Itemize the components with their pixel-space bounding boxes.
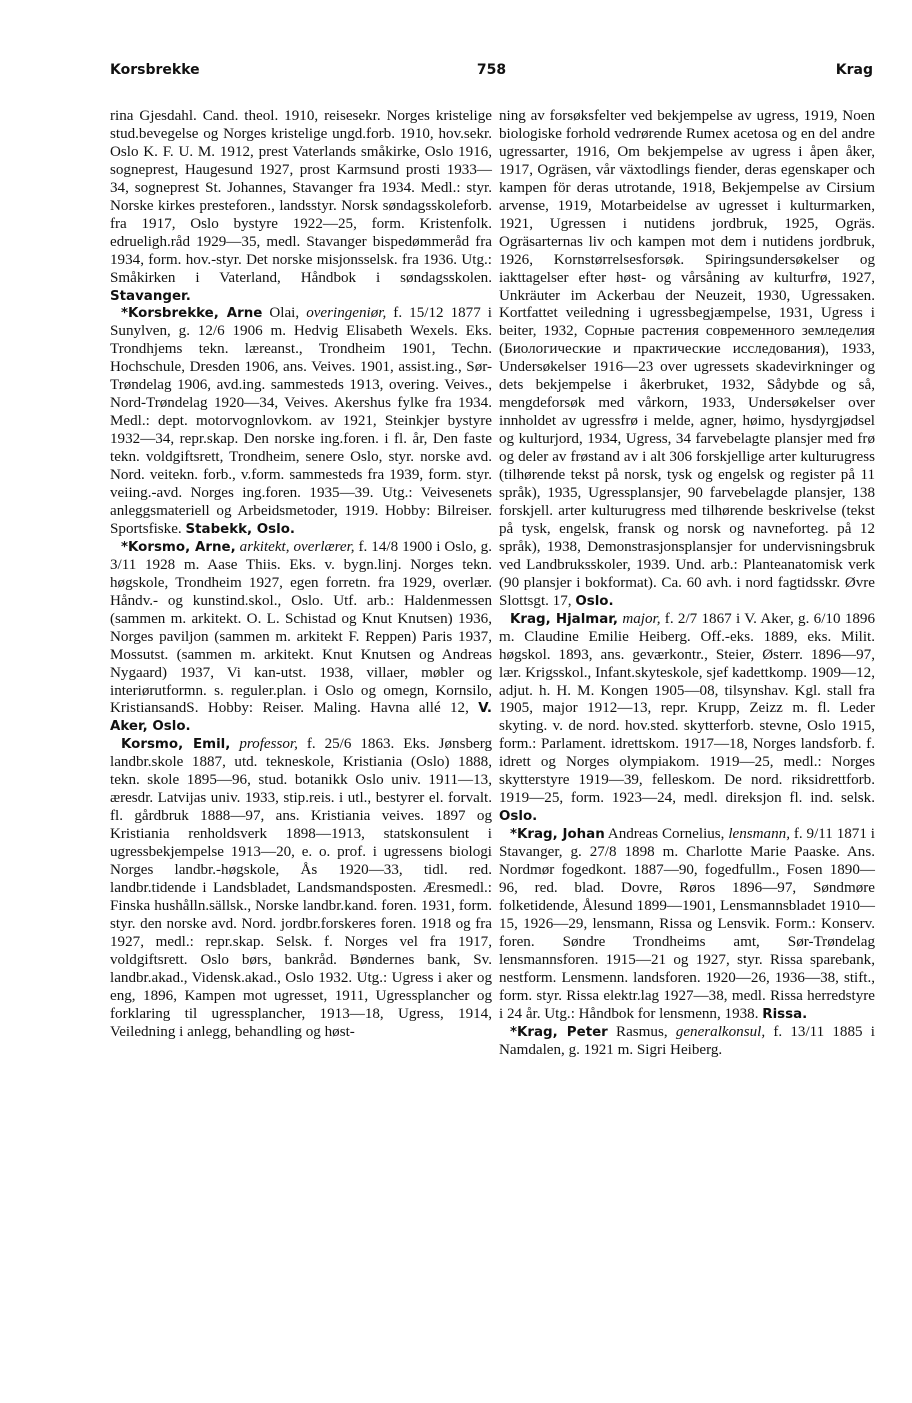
entry-text: ning av forsøksfelter ved bekjempelse av ugress, 1919, Noen biologiske forhold vedrørende Rumex acetosa og en del andre ugressarter, 1916, Om bekjempelse av ugress i åpen åker, 1917, Ogräsen, vår växtodlings fiender, deras egenskaper och kampen för deras utrotande, 1918, Bekjempelse av Cirsium arvense, 1919, Motarbeidelse av ugresset i kulturmarken, 1921, Ugressen i nutidens jordbruk, 1925, Ogräs. Ogräsarternas liv och kampen mot dem i nutidens jordbruk, 1926, Kornstørrelsesforsøk. Spiringsundersøkelser og iakttagelser efter høst- og vårsåning av kulturfrø, 1927, Unkräuter im Ackerbau der Neuzeit, 1930, Ugressaken. Kortfattet veiledning i ugressbegjæmpelse, 1931, Ugress i beiter, 1932, Сорные растения современного земледелия (Биологические и практические исследования), 1933, Undersøkelser 1916—23 over ugressets skadevirkninger og dets bekjempelse i åkerbruket, 1932, Sådybde og så, mengdeforsøk med vårkorn, 1933, Undersøkelser over innholdet av ugressfrø i melde, agner, høimo, hysdyrgjødsel og kulturjord, 1934, Ugress, 34 farvebelagte plansjer med frø og deler av frøstand av i alt 306 forskjellige arter kulturugress (tilhørende tekst på norsk, tysk og engelsk og register på 11 språk), 1935, Ugressplansjer, 90 farvebelagde plansjer, 138 forskjell. arter kulturugress med tilhørende beskrivelse (tekst på tysk, engelsk, fransk og norsk og navneforteg. på 12 språk), 1938, Demonstrasjonsplansjer for undervisningsbruk ved Landbruksskoler, 1939. Und. arb.: Planteanatomisk verk (90 plansjer i bokformat). Ca. 60 avh. i nord fagtidsskr. Øvre Slottsgt. 17,: [499, 108, 875, 609]
entry-text: f. 13/11 1885 i Namdalen, g. 1921 m. Sigri Heiberg.: [499, 1023, 875, 1058]
page-header: [110, 62, 873, 84]
entry-text: rina Gjesdahl. Cand. theol. 1910, reisesekr. Norges kristelige stud.bevegelse og Norges kristelige ungd.forb. 1910, hov.sekr. Oslo K. F. U. M. 1912, prest Vaterlands småkirke, Oslo 1916, sogneprest, Haugesund 1927, prost Karmsund prosti 1933—34, sogneprest St. Johannes, Stavanger fra 1934. Medl.: styr. Norske kirkes presteforen., landsstyr. Norsk søndagsskoleforb. fra 1917, Oslo bystyre 1922—25, form. Kristenfolk. edrueligh.råd 1929—35, medl. Stavanger bispedømmeråd fra 1934, form. hov.-styr. Det norske misjonsselsk. fra 1936. Utg.: Småkirken i Vaterland, Håndbok i søndagsskolen.: [110, 108, 492, 286]
entry-place: Oslo.: [499, 809, 538, 825]
entry-korsmo-emil: [110, 736, 492, 1041]
entry-place: V. Aker, Oslo.: [110, 701, 492, 735]
entry-title: overingeniør,: [306, 305, 387, 322]
entry-name: *Krag, Peter: [510, 1024, 608, 1040]
entry-name: Krag, Hjalmar,: [510, 611, 619, 627]
right-column: [499, 108, 875, 1060]
entry-place: Rissa.: [762, 1006, 808, 1022]
entry-title: lensmann,: [728, 826, 790, 843]
entry-title: major,: [622, 610, 661, 627]
entry-korsbrekke-arne: [110, 305, 492, 538]
entry-place: Stabekk, Oslo.: [185, 521, 296, 537]
entry-place: Oslo.: [575, 593, 614, 609]
entry-title: professor,: [239, 736, 298, 753]
entry-place: Stavanger.: [110, 288, 191, 304]
entry-name: *Korsmo, Arne,: [121, 539, 236, 555]
entry-text: f. 2/7 1867 i V. Aker, g. 6/10 1896 m. Claudine Emilie Heiberg. Off.-eks. 1889, eks. Milit. høgskol. 1893, ans. geværkontr., Steier, Østerr. 1896—97, lær. Krigsskol., Infant.skyteskole, sjef kadettkomp. 1909—12, adjut. h. H. M. Kongen 1905—08, tilsynshav. Kgl. stall fra 1905, major 1912—13, repr. Krupp, Zeizz m. fl. Leder skyting. v. de nord. hov.sted. skytterforb. stevne, Oslo 1915, form.: Parlament. idrettskom. 1917—18, Norges landsforb. f. idrett og Norges olympiakom. 1919—25, medl.: Norges skytterstyre 1919—39, felleskom. De nord. riksidrettforb. 1919—25, form. 1923—24, medl. direksjon fl. ind. selsk.: [499, 610, 876, 807]
entry-korsmo-arne: [110, 539, 492, 736]
header-right-keyword: Krag: [835, 62, 873, 78]
entry-title: arkitekt, overlærer,: [239, 538, 355, 555]
entry-krag-peter: [499, 1024, 875, 1060]
left-column: [110, 108, 492, 1042]
entry-name: *Korsbrekke, Arne: [121, 306, 263, 322]
entry-name: *Krag, Johan: [510, 827, 605, 843]
page-number: 758: [476, 62, 507, 78]
header-left-keyword: Korsbrekke: [110, 62, 200, 78]
entry-korsmo-emil-continued: [499, 108, 875, 611]
entry-text: f. 25/6 1863. Eks. Jønsberg landbr.skole 1887, utd. tekneskole, Kristiania (Oslo) 1888, tekn. skole 1895—96, stud. botanikk Oslo univ. 1911—13, æresdr. Latvijas univ. 1933, stip.reis. i utl., bestyrer el. forvalt. fl. gårdbruk 1888—97, ans. Kristiania veives. 1897 og Kristiania renholdsverk 1898—1913, statskonsulent i ugressbekjempelse 1913—20, e. o. prof. i ugressens biologi Norges landbr.-høgskole, Ås 1920—33, tidl. red. landbr.tidende i Landsbladet, Landsmandsposten. Æresmedl.: Finska hushålln.sällsk., Norske landbr.kand. foren. 1931, form. styr. den norske avd. Nord. jordbr.forskeres foren. 1918 og fra 1927, medl.: repr.skap. Selsk. f. Norges vel fra 1917, voldgiftsrett. Oslo børs, bankråd. Bøndernes bank, Sv. landbr.akad., Vidensk.akad., Oslo 1932. Utg.: Ugress i aker og eng, 1896, Kampen mot ugresset, 1911, Ugressplancher og forklaring til ugressplancher, 1913—18, Ugress, 1914, Veiledning i anlegg, behandling og høst-: [110, 736, 493, 1040]
entry-given-names: Olai,: [262, 305, 307, 322]
entry-given-names: Rasmus,: [607, 1023, 676, 1040]
entry-text: f. 15/12 1877 i Sunylven, g. 12/6 1906 m. Hedvig Elisabeth Wexels. Eks. Trondhjems tekn. læreanst., Trondheim 1901, Techn. Hochschule, Dresden 1906, ans. Veives. 1901, assist.ing., Sør-Trøndelag 1906, avd.ing. sammesteds 1913, overing. Veives., Nord-Trøndelag 1920—34, Veives. Akershus fylke fra 1934. Medl.: dept. motorvognlovkom. av 1921, Steinkjer bystyre 1932—34, repr.skap. Den norske ing.foren. i fl. år, Den faste tekn. voldgiftsrett, Trondheim, senere Oslo, styr. norske avd. Nord. veitekn. forb., v.form. sammesteds fra 1939, form. styr. veiing.-avd. Norges ing.foren. 1935—39. Utg.: Veivesenets anleggsmateriell og Arbeidsmetoder, 1919. Hobby: Bilreiser. Sportsfiske.: [110, 305, 493, 537]
entry-title: generalkonsul,: [675, 1023, 766, 1040]
entry-text: f. 14/8 1900 i Oslo, g. 3/11 1928 m. Aase Thiis. Eks. v. bygn.linj. Norges tekn. høgskole, Trondheim 1927, egen forretn. fra 1929, overlær. Håndv.- og kunstind.skol., Oslo. Utf. arb.: Haldenmessen (sammen m. arkitekt. O. L. Schistad og Knut Knutsen) 1936, Norges paviljon (sammen m. arkitekt F. Reppen) Paris 1937, Mossutst. (sammen m. arkitekt. Knut Knutsen og Andreas Nygaard) 1937, Vi kan-utst. 1938, villaer, møbler og interiørutformn. s. reguler.plan. i Oslo og omegn, Kornsilo, KristiansandS. Hobby: Reiser. Maling. Havna allé 12,: [110, 538, 492, 717]
entry-krag-johan: [499, 826, 875, 1023]
entry-text: f. 9/11 1871 i Stavanger, g. 27/8 1898 m. Charlotte Marie Paaske. Ans. Nordmør fogedkont. 1887—90, fogedfullm., Fosen 1890—96, red. blad. Dovre, Røros 1896—97, Søndmøre folketidende, Ålesund 1899—1901, Lensmannsbladet 1910—15, 1926—29, lensmann, Rissa og Lensvik. Form.: Konserv. foren. Søndre Trondheims amt, Sør-Trøndelag lensmannsforen. 1915—21 og 1927, styr. Rissa sparebank, nestform. Lensmenn. landsforen. 1920—26, 1936—38, stift., form. styr. Rissa elektr.lag 1927—38, medl. Rissa herredstyre i 24 år. Utg.: Håndbok for lensmenn, 1938.: [499, 826, 875, 1022]
entry-given-names: Andreas Cornelius,: [604, 826, 729, 843]
entry-krag-hjalmar: [499, 611, 875, 826]
entry-name: Korsmo, Emil,: [121, 737, 231, 753]
entry-korsbrekke-continued: [110, 108, 492, 305]
